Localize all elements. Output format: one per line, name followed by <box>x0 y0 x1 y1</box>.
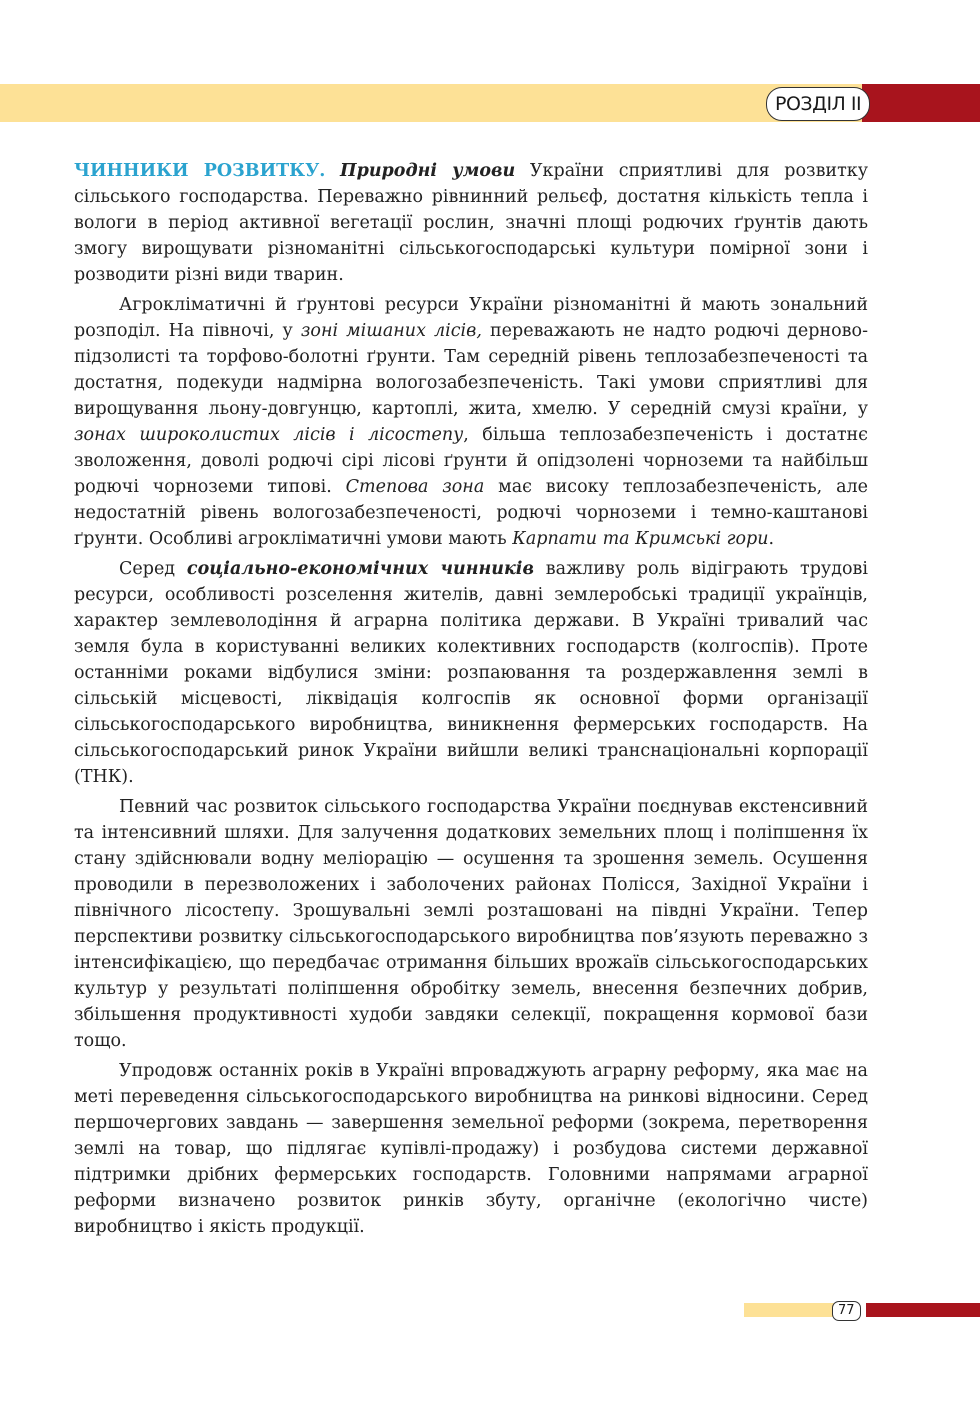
paragraph-5 <box>74 1058 868 1240</box>
paragraph-5-text: Упродовж останніх років в Україні впроваджують аграрну реформу, яка має на меті переведення сільськогосподарського виробництва на ринкові відносини. Серед першочергових завдань — завершення земельної реформи (зокрема, перетворення землі на товар, що підлягає купівлі-продажу) і розбудова системи державної підтримки дрібних фермерських господарств. Головними напрямами аграрної реформи визначено розвиток ринків збуту, органічне (екологічно чисте) виробництво і якість продукції. <box>74 1061 868 1237</box>
emphasis-natural-conditions: Природні умови <box>340 161 516 181</box>
paragraph-2-text-b: переважають не надто родючі дерново-підзолисті та торфово-болотні ґрунти. Там середній рівень теплозабезпеченості та достатня, подекуди надмірна вологозабезпеченість. Такі умови сприятливі для вирощування льону-довгунцю, картоплі, жита, хмелю. У середній смузі країни, у <box>74 321 868 419</box>
page-number: 77 <box>832 1301 861 1321</box>
italic-mixed-forests: зоні мішаних лісів, <box>300 321 482 341</box>
main-text <box>74 158 868 1244</box>
paragraph-3-text-b: важливу роль відіграють трудові ресурси, особливості розселення жителів, давні землеробські традиції українців, характер землеволодіння й аграрна політика держави. В Україні тривалий час земля була в користуванні великих колективних господарств (колгоспів). Проте останніми роками відбулися зміни: розпаювання та роздержавлення землі в сільській місцевості, ліквідація колгоспів як основної форми організації сільськогосподарського виробництва, виникнення фермерських господарств. На сільськогосподарський ринок України вийшли великі транснаціональні корпорації (ТНК). <box>74 559 868 787</box>
italic-carpathians-crimea: Карпати та Кримські гори <box>512 529 769 549</box>
paragraph-4-text: Певний час розвиток сільського господарства України поєднував екстенсивний та інтенсивний шляхи. Для залучення додаткових земельних площ і поліпшення їх стану здійснювали водну меліорацію — осушення та зрошення земель. Осушення проводили в перезволожених і заболочених районах Полісся, Західної України і північного лісостепу. Зрошувальні землі розташовані на півдні України. Тепер перспективи розвитку сільськогосподарського виробництва пов’язують переважно з інтенсифікацією, що передбачає отримання більших врожаїв сільськогосподарських культур у результаті поліпшення обробітку земель, внесення безпечних добрив, збільшення продуктивності худоби завдяки селекції, покращення кормової бази тощо. <box>74 797 868 1051</box>
paragraph-2 <box>74 292 868 552</box>
section-label: РОЗДІЛ ІІ <box>766 87 870 121</box>
footer-band-yellow <box>744 1303 834 1317</box>
paragraph-2-text-a: Агрокліматичні й ґрунтові ресурси України різноманітні й мають зональний розподіл. На півночі, у <box>74 295 868 341</box>
paragraph-1 <box>74 158 868 288</box>
paragraph-2-text-c: , більша теплозабезпеченість і достатнє зволоження, доволі родючі сірі лісові ґрунти й опідзолені чорноземи та найбільш родючі чорноземи типові. <box>74 425 868 497</box>
paragraph-4 <box>74 794 868 1054</box>
paragraph-2-text-d: має високу теплозабезпеченість, але недостатній рівень вологозабезпеченості, родючі чорноземи і темно-каштанові ґрунти. Особливі агрокліматичні умови мають <box>74 477 868 549</box>
emphasis-socioeconomic: соціально-економічних чинників <box>186 559 534 579</box>
paragraph-3 <box>74 556 868 790</box>
section-heading: ЧИННИКИ РОЗВИТКУ. <box>74 161 326 181</box>
paragraph-1-text: України сприятливі для розвитку сільського господарства. Переважно рівнинний рельєф, достатня кількість тепла і вологи в період активної вегетації рослин, значні площі родючих ґрунтів дають змогу вирощувати різноманітні сільськогосподарські культури помірної зони і розводити різні види тварин. <box>74 161 868 285</box>
footer-band-red <box>866 1303 980 1317</box>
italic-steppe-zone: Степова зона <box>345 477 485 497</box>
header-band-yellow <box>0 84 862 122</box>
paragraph-2-text-e: . <box>768 529 775 549</box>
paragraph-3-text-a: Серед <box>119 559 176 579</box>
italic-broadleaf-forests: зонах широколистих лісів і лісостепу <box>74 425 464 445</box>
header-band-red <box>862 84 980 122</box>
